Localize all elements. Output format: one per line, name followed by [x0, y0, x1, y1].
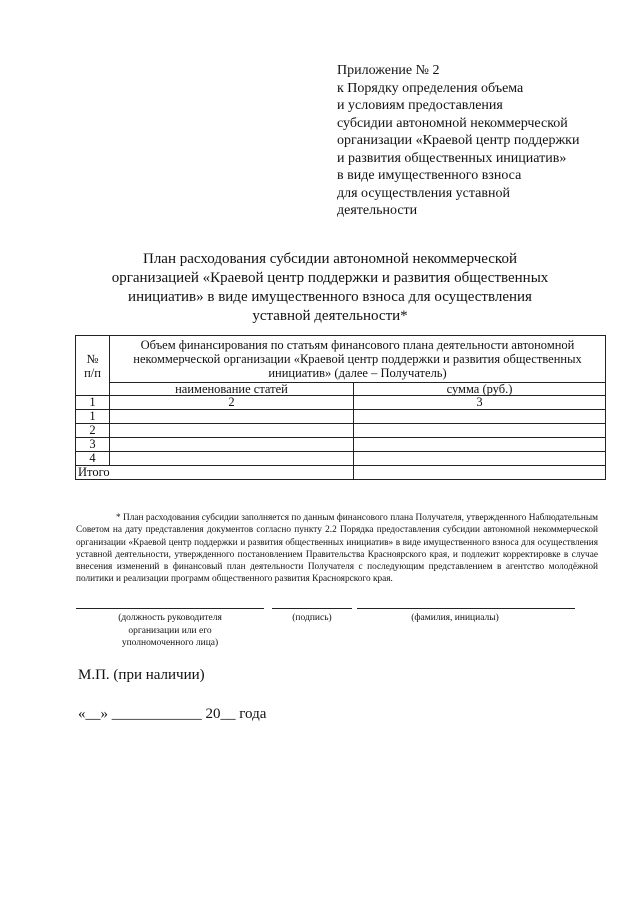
table-row	[76, 452, 606, 466]
cell: 3	[354, 396, 606, 410]
title-line: План расходования субсидии автономной некоммерческой	[142, 251, 517, 267]
appendix-line: Приложение № 2	[337, 63, 440, 78]
appendix-line: деятельности	[337, 203, 418, 218]
name-label: (фамилия, инициалы)	[411, 613, 499, 623]
title-line: уставной деятельности*	[252, 308, 408, 324]
cell	[354, 466, 606, 480]
appendix-line: к Порядку определения объема	[337, 80, 524, 96]
row-number: 4	[76, 452, 110, 466]
row-number: 3	[76, 438, 110, 452]
col-num-header: № п/п	[76, 336, 110, 396]
position-signature-line	[76, 608, 264, 609]
cell	[110, 410, 354, 424]
signature-label: (подпись)	[292, 613, 332, 623]
index-row	[76, 396, 606, 410]
title-line: организацией «Краевой центр поддержки и развития общественных	[111, 270, 549, 286]
row-number: 1	[76, 410, 110, 424]
cell	[354, 452, 606, 466]
position-label-line: уполномоченного лица)	[121, 638, 219, 648]
total-label: Итого	[76, 466, 354, 480]
cell	[110, 452, 354, 466]
title-line: инициатив» в виде имущественного взноса для осуществления	[128, 289, 532, 305]
cell	[110, 424, 354, 438]
name-signature-line	[357, 608, 575, 609]
row-number: 2	[76, 424, 110, 438]
cell	[110, 438, 354, 452]
col-sum-header: сумма (руб.)	[354, 383, 606, 396]
date-line: «__» ____________ 20__ года	[78, 706, 267, 722]
signature-line	[272, 608, 352, 609]
table-row	[76, 438, 606, 452]
position-label	[90, 612, 250, 650]
appendix-line: и развития общественных инициатив»	[337, 150, 567, 166]
appendix-line: субсидии автономной некоммерческой	[337, 115, 568, 131]
appendix-line: в виде имущественного взноса	[337, 168, 522, 183]
total-row	[76, 466, 606, 480]
footnote: * План расходования субсидии заполняется по данным финансового плана Получателя, утвержденного Наблюдательным Советом на дату представления документов согласно пункту 2.2 Порядка предоставления субсидии автономной некоммерческой организации «Краевой центр поддержки и развития общественных инициатив» в виде имущественного взноса для осуществления уставной деятельности, утвержденного постановлением Правительства Красноярского края, и подлежит корректировке в случае внесения изменений в финансовый план деятельности Получателя с последующим представлением в агентство молодёжной политики и реализации программ общественного развития Красноярского края.	[76, 513, 598, 585]
cell	[354, 410, 606, 424]
financing-header: Объем финансирования по статьям финансового плана деятельности автономной некоммерческой организации «Краевой центр поддержки и развития общественных инициатив» (далее – Получатель)	[110, 336, 606, 383]
position-label-line: (должность руководителя	[118, 613, 222, 623]
cell: 2	[110, 396, 354, 410]
cell	[354, 424, 606, 438]
cell	[354, 438, 606, 452]
table-row	[76, 410, 606, 424]
cell: 1	[76, 396, 110, 410]
col-name-header: наименование статей	[110, 383, 354, 396]
stamp-placeholder: М.П. (при наличии)	[78, 667, 205, 683]
position-label-line: организации или его	[128, 625, 212, 636]
appendix-line: и условиям предоставления	[337, 98, 503, 113]
plan-table	[75, 335, 606, 480]
appendix-line: для осуществления уставной	[337, 185, 510, 201]
table-row	[76, 424, 606, 438]
appendix-line: организации «Краевой центр поддержки	[337, 133, 580, 148]
document-title	[60, 250, 600, 326]
appendix-header	[337, 62, 579, 220]
